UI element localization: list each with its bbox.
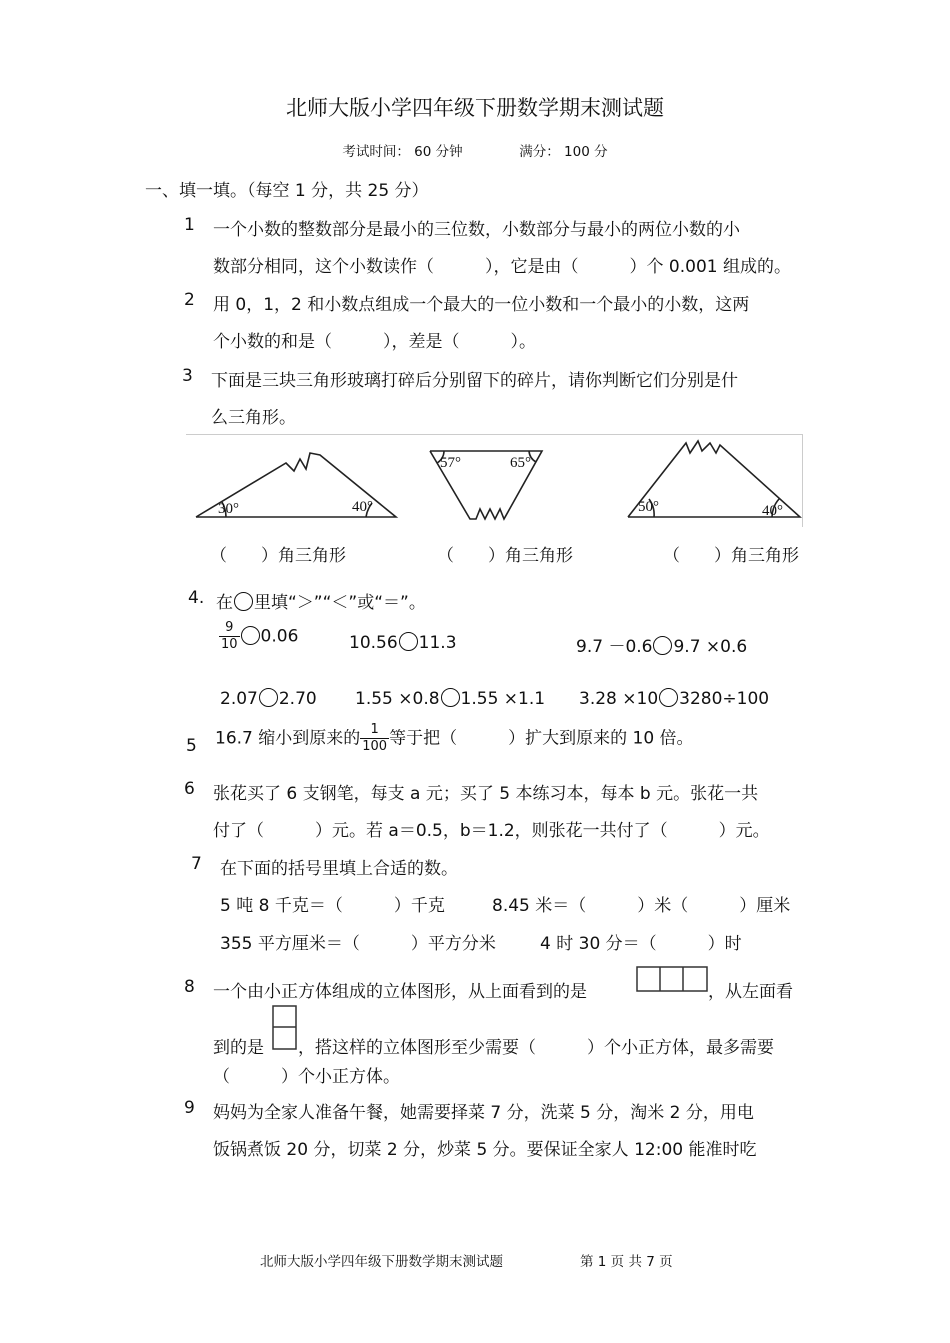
q4-2c-right: 3280÷100	[679, 689, 770, 709]
q4-instr-b: 里填“＞”“＜”或“＝”。	[254, 593, 426, 613]
q4-2a-right: 2.70	[278, 689, 317, 709]
q9-line2: 饭锅煮饭 20 分，切菜 2 分，炒菜 5 分。要保证全家人 12:00 能准时吃	[213, 1140, 757, 1160]
q4-2b-right: 1.55 ×1.1	[460, 689, 546, 709]
q8-line3: （ ）个小正方体。	[213, 1067, 400, 1087]
q8-line2b: ，搭这样的立体图形至少需要（ ）个小正方体，最多需要	[298, 1038, 774, 1058]
q6-line2: 付了（ ）元。若 a＝0.5，b＝1.2，则张花一共付了（ ）元。	[213, 821, 770, 841]
q3-answer-2: （ ）角三角形	[437, 546, 573, 566]
q4-instruction	[216, 588, 426, 613]
q5-text-a: 16.7 缩小到原来的	[215, 728, 361, 749]
angle-label-65: 65°	[510, 455, 531, 471]
q4-1c-left: 9.7 －0.6	[576, 637, 653, 657]
angle-label-57: 57°	[440, 455, 461, 471]
q3-answer-1: （ ）角三角形	[210, 546, 346, 566]
q5-line	[215, 722, 694, 755]
section-heading: 一、填一填。（每空 1 分，共 25 分）	[145, 181, 429, 201]
compare-circle[interactable]	[259, 688, 278, 707]
angle-label-40-b: 40°	[762, 503, 783, 519]
q4-2c-left: 3.28 ×10	[579, 689, 659, 709]
exam-info	[0, 140, 950, 160]
q3-line2: 么三角形。	[211, 408, 296, 428]
circle-icon	[234, 592, 253, 611]
q3-line1: 下面是三块三角形玻璃打碎后分别留下的碎片，请你判断它们分别是什	[211, 371, 738, 391]
q7-item-c: 355 平方厘米＝（ ）平方分米	[220, 934, 496, 954]
q7-item-b: 8.45 米＝（ ）米（ ）厘米	[492, 896, 791, 916]
q4-item-1c	[576, 632, 747, 657]
triangle-figures	[186, 434, 803, 527]
q8-number: 8	[184, 977, 195, 997]
exam-time: 考试时间： 60 分钟	[342, 144, 463, 160]
q4-item-2a	[220, 688, 317, 709]
q4-2b-left: 1.55 ×0.8	[355, 689, 440, 709]
triangle-fragments-svg	[186, 435, 802, 527]
q4-item-1a	[219, 620, 298, 653]
angle-label-50: 50°	[638, 499, 659, 515]
compare-circle[interactable]	[399, 632, 418, 651]
q5-number: 5	[186, 736, 197, 756]
full-score: 满分： 100 分	[519, 144, 608, 160]
q2-line1: 用 0，1，2 和小数点组成一个最大的一位小数和一个最小的小数，这两	[213, 295, 750, 315]
q9-line1: 妈妈为全家人准备午餐，她需要择菜 7 分，洗菜 5 分，淘米 2 分，用电	[213, 1103, 754, 1123]
angle-label-30: 30°	[218, 501, 239, 517]
q4-item-1b	[349, 632, 457, 653]
q9-number: 9	[184, 1098, 195, 1118]
angle-label-40-a: 40°	[352, 499, 373, 515]
fraction-9-10	[219, 620, 240, 653]
q5-text-b: 等于把（ ）扩大到原来的 10 倍。	[389, 728, 694, 749]
footer-title: 北师大版小学四年级下册数学期末测试题	[260, 1254, 503, 1270]
q7-item-d: 4 时 30 分＝（ ）时	[540, 934, 742, 954]
q7-item-a: 5 吨 8 千克＝（ ）千克	[220, 896, 445, 916]
q6-line1: 张花买了 6 支钢笔，每支 a 元；买了 5 本练习本，每本 b 元。张花一共	[213, 784, 759, 804]
fraction-1-100	[360, 722, 389, 755]
q8-line1b: ，从左面看	[708, 982, 793, 1002]
frac-numerator: 9	[219, 620, 240, 637]
q8-line1a: 一个由小正方体组成的立体图形，从上面看到的是	[213, 982, 587, 1002]
frac-denominator: 100	[362, 739, 388, 754]
frac-denominator: 10	[221, 637, 238, 652]
q4-item-2c	[579, 688, 769, 709]
q4-1c-right: 9.7 ×0.6	[673, 637, 748, 657]
q7-number: 7	[191, 854, 202, 874]
compare-circle[interactable]	[441, 688, 460, 707]
footer-page: 第 1 页 共 7 页	[580, 1254, 673, 1270]
top-view-icon	[636, 966, 708, 992]
q1-number: 1	[184, 215, 195, 235]
frac-numerator: 1	[360, 722, 389, 739]
q4-instr-a: 在	[216, 593, 233, 613]
compare-circle[interactable]	[659, 688, 678, 707]
q8-line2a: 到的是	[213, 1038, 264, 1058]
q6-number: 6	[184, 779, 195, 799]
q2-line2: 个小数的和是（ ），差是（ ）。	[213, 332, 536, 352]
q7-line1: 在下面的括号里填上合适的数。	[220, 859, 458, 879]
q4-number: 4.	[188, 588, 205, 608]
q1-line2: 数部分相同，这个小数读作（ ），它是由（ ）个 0.001 组成的。	[213, 257, 791, 277]
q2-number: 2	[184, 290, 195, 310]
compare-circle[interactable]	[241, 626, 260, 645]
q3-number: 3	[182, 366, 193, 386]
q4-1a-right: 0.06	[260, 626, 299, 647]
q4-1b-right: 11.3	[418, 633, 457, 653]
q4-2a-left: 2.07	[220, 689, 258, 709]
q3-answer-3: （ ）角三角形	[663, 546, 799, 566]
q1-line1: 一个小数的整数部分是最小的三位数，小数部分与最小的两位小数的小	[213, 220, 740, 240]
left-view-icon	[272, 1005, 298, 1051]
q4-1b-left: 10.56	[349, 633, 398, 653]
q4-item-2b	[355, 688, 545, 709]
page-title: 北师大版小学四年级下册数学期末测试题	[286, 96, 664, 120]
compare-circle[interactable]	[653, 636, 672, 655]
